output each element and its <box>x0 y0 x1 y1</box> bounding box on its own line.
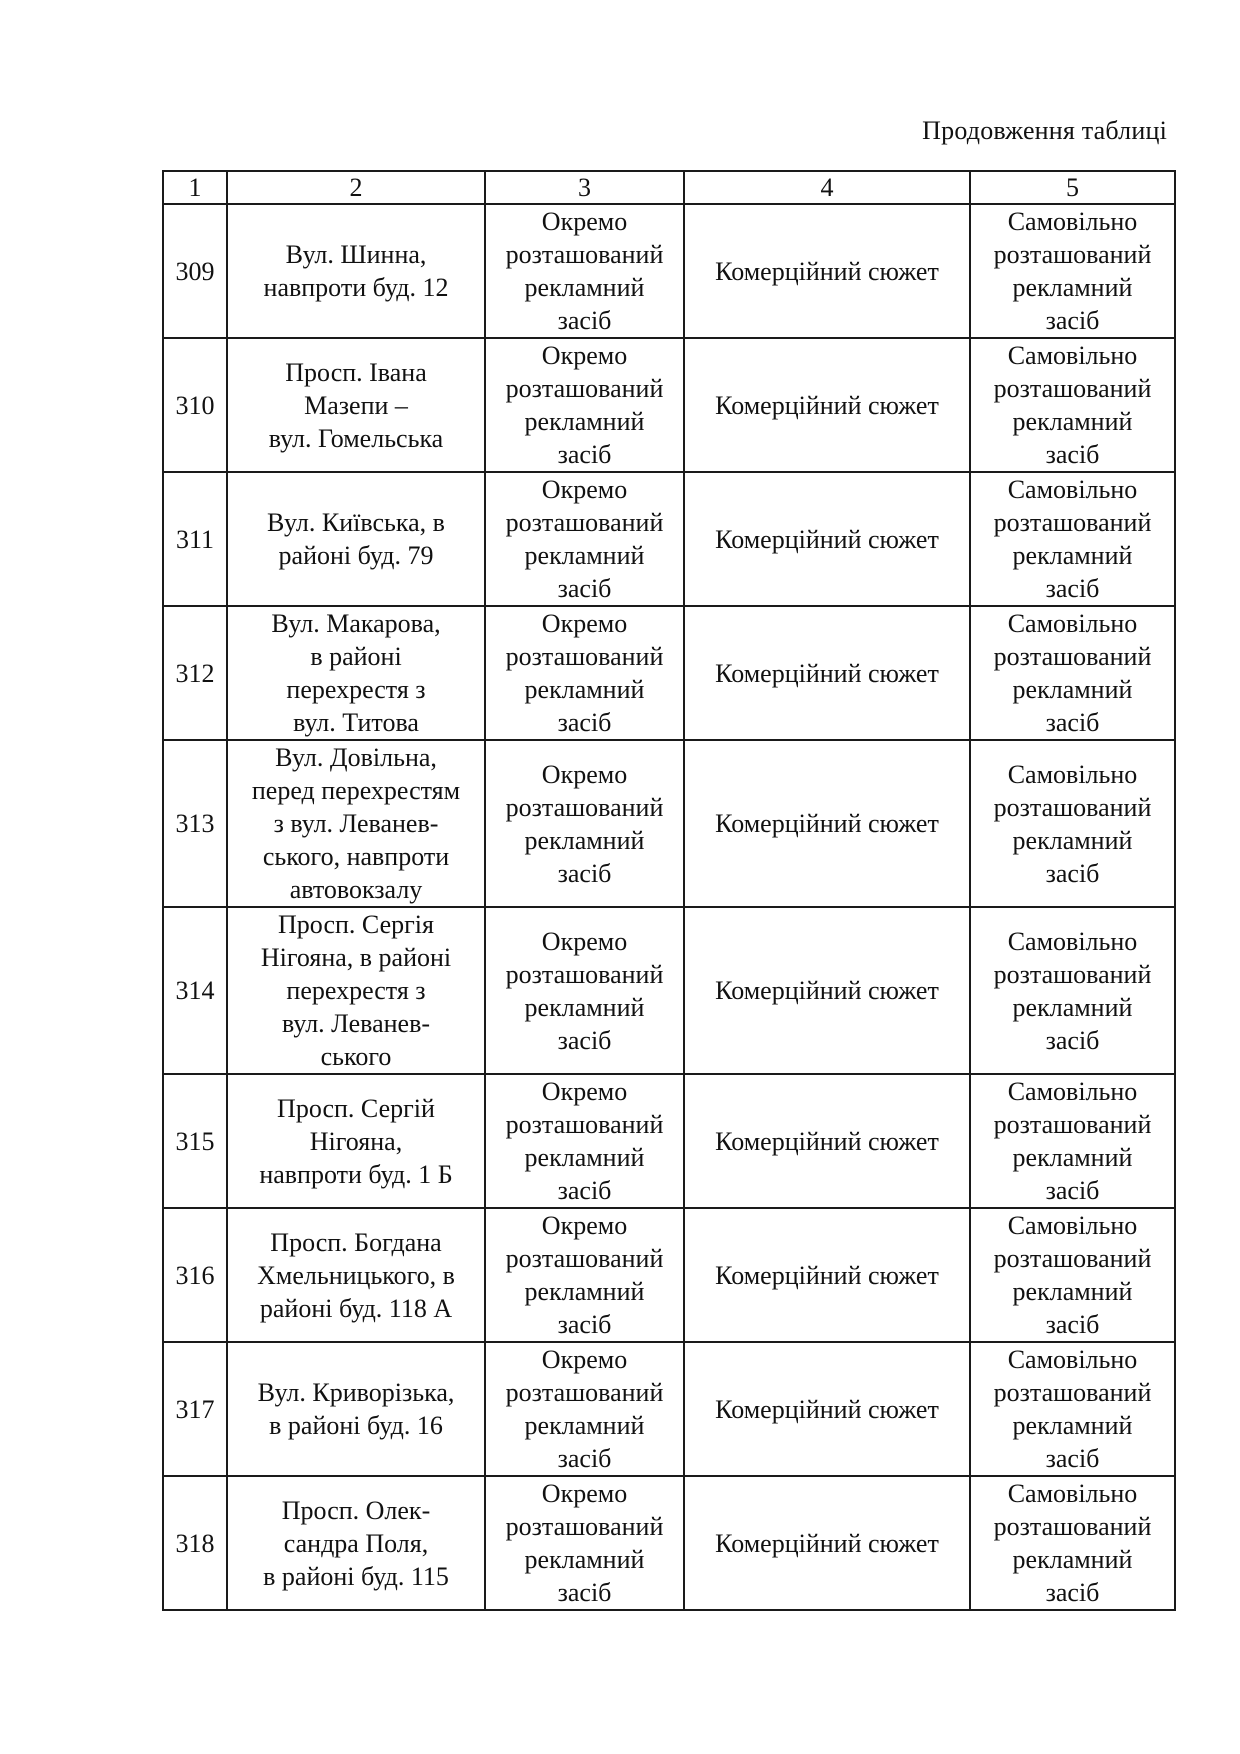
ad-type-cell: Окремо розташований рекламний засіб <box>485 1342 684 1476</box>
status-cell: Самовільно розташований рекламний засіб <box>970 204 1175 338</box>
row-number-cell: 314 <box>163 907 227 1074</box>
status-cell: Самовільно розташований рекламний засіб <box>970 606 1175 740</box>
ad-type-cell: Окремо розташований рекламний засіб <box>485 204 684 338</box>
content-cell: Комерційний сюжет <box>684 1476 970 1610</box>
content-cell: Комерційний сюжет <box>684 1074 970 1208</box>
address-cell: Вул. Шинна, навпроти буд. 12 <box>227 204 485 338</box>
address-cell: Просп. Сергій Нігояна, навпроти буд. 1 Б <box>227 1074 485 1208</box>
row-number-cell: 315 <box>163 1074 227 1208</box>
row-number-cell: 313 <box>163 740 227 907</box>
table-continuation-caption: Продовження таблиці <box>922 116 1167 145</box>
ad-type-cell: Окремо розташований рекламний засіб <box>485 606 684 740</box>
row-number-cell: 316 <box>163 1208 227 1342</box>
row-number-cell: 311 <box>163 472 227 606</box>
table-row <box>163 740 1175 907</box>
address-cell: Вул. Макарова, в районі перехрестя з вул. Титова <box>227 606 485 740</box>
column-header-4: 4 <box>684 171 970 204</box>
column-header-2: 2 <box>227 171 485 204</box>
ad-type-cell: Окремо розташований рекламний засіб <box>485 1074 684 1208</box>
row-number-cell: 312 <box>163 606 227 740</box>
content-cell: Комерційний сюжет <box>684 1342 970 1476</box>
row-number-cell: 310 <box>163 338 227 472</box>
table-row <box>163 606 1175 740</box>
address-cell: Просп. Івана Мазепи – вул. Гомельська <box>227 338 485 472</box>
status-cell: Самовільно розташований рекламний засіб <box>970 907 1175 1074</box>
column-header-3: 3 <box>485 171 684 204</box>
ad-type-cell: Окремо розташований рекламний засіб <box>485 472 684 606</box>
address-cell: Вул. Довільна, перед перехрестям з вул. Леванев- ського, навпроти автовокзалу <box>227 740 485 907</box>
column-header-1: 1 <box>163 171 227 204</box>
status-cell: Самовільно розташований рекламний засіб <box>970 740 1175 907</box>
advertising-table <box>162 170 1176 1611</box>
column-header-5: 5 <box>970 171 1175 204</box>
table-row <box>163 1208 1175 1342</box>
status-cell: Самовільно розташований рекламний засіб <box>970 472 1175 606</box>
status-cell: Самовільно розташований рекламний засіб <box>970 1342 1175 1476</box>
table-row <box>163 1074 1175 1208</box>
ad-type-cell: Окремо розташований рекламний засіб <box>485 1476 684 1610</box>
content-cell: Комерційний сюжет <box>684 338 970 472</box>
row-number-cell: 318 <box>163 1476 227 1610</box>
table-row <box>163 472 1175 606</box>
ad-type-cell: Окремо розташований рекламний засіб <box>485 338 684 472</box>
content-cell: Комерційний сюжет <box>684 907 970 1074</box>
table-row <box>163 1476 1175 1610</box>
table-row <box>163 204 1175 338</box>
address-cell: Вул. Криворізька, в районі буд. 16 <box>227 1342 485 1476</box>
address-cell: Просп. Сергія Нігояна, в районі перехрестя з вул. Леванев- ського <box>227 907 485 1074</box>
status-cell: Самовільно розташований рекламний засіб <box>970 1476 1175 1610</box>
status-cell: Самовільно розташований рекламний засіб <box>970 1074 1175 1208</box>
status-cell: Самовільно розташований рекламний засіб <box>970 338 1175 472</box>
table-row <box>163 1342 1175 1476</box>
content-cell: Комерційний сюжет <box>684 740 970 907</box>
address-cell: Просп. Богдана Хмельницького, в районі буд. 118 А <box>227 1208 485 1342</box>
address-cell: Вул. Київська, в районі буд. 79 <box>227 472 485 606</box>
content-cell: Комерційний сюжет <box>684 472 970 606</box>
ad-type-cell: Окремо розташований рекламний засіб <box>485 1208 684 1342</box>
row-number-cell: 309 <box>163 204 227 338</box>
content-cell: Комерційний сюжет <box>684 1208 970 1342</box>
ad-type-cell: Окремо розташований рекламний засіб <box>485 740 684 907</box>
content-cell: Комерційний сюжет <box>684 204 970 338</box>
ad-type-cell: Окремо розташований рекламний засіб <box>485 907 684 1074</box>
address-cell: Просп. Олек- сандра Поля, в районі буд. 115 <box>227 1476 485 1610</box>
status-cell: Самовільно розташований рекламний засіб <box>970 1208 1175 1342</box>
content-cell: Комерційний сюжет <box>684 606 970 740</box>
table-row <box>163 338 1175 472</box>
header-row <box>163 171 1175 204</box>
table-row <box>163 907 1175 1074</box>
row-number-cell: 317 <box>163 1342 227 1476</box>
